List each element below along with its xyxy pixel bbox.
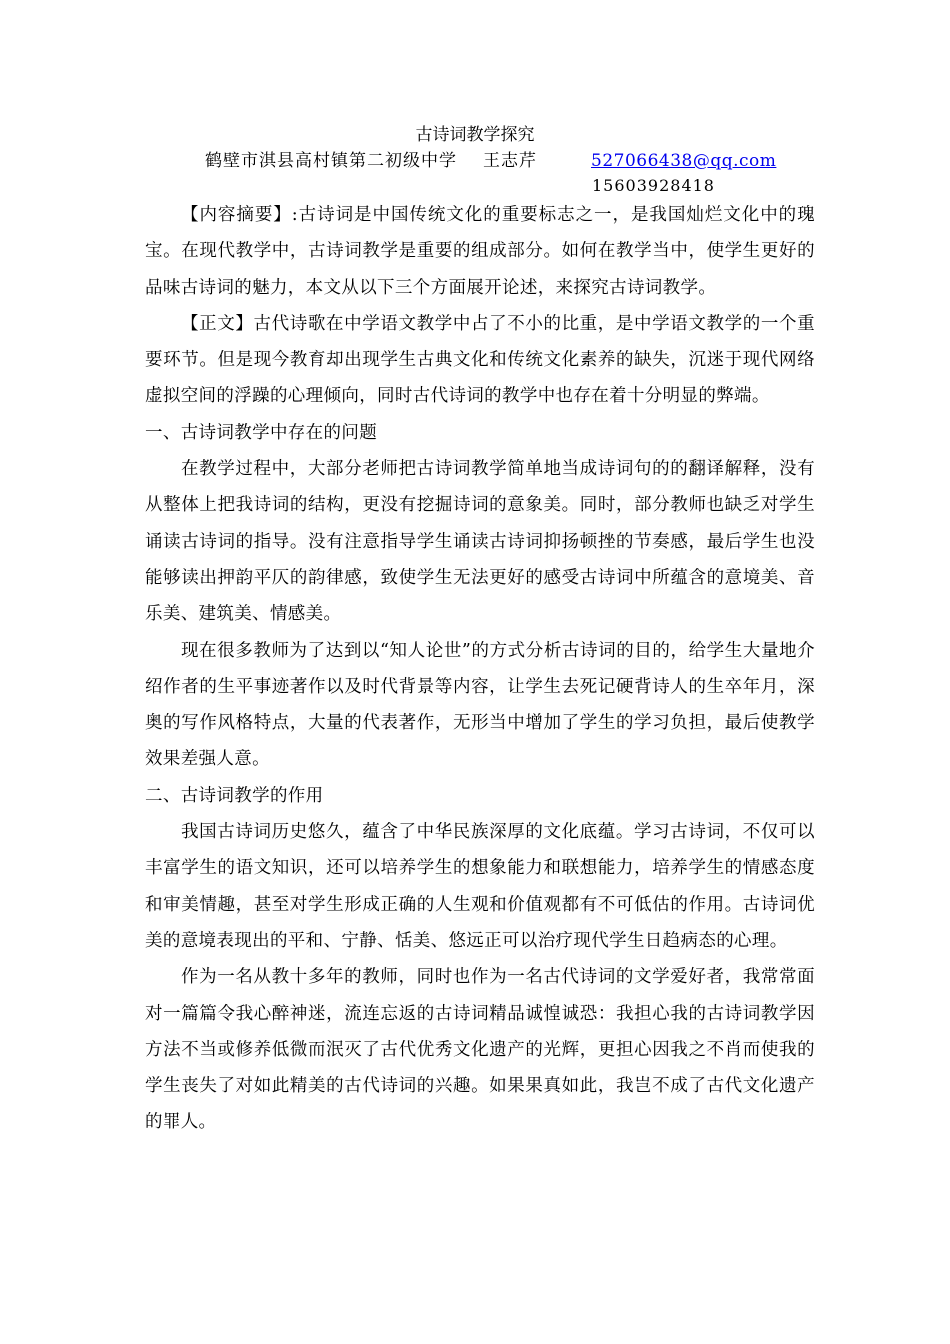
- school-name: 鹤壁市淇县高村镇第二初级中学: [205, 151, 457, 171]
- author-line: [205, 150, 777, 172]
- body-intro-paragraph: [145, 306, 815, 415]
- author-name: 王志芹: [483, 151, 537, 171]
- section1-paragraph-1: 在教学过程中，大部分老师把古诗词教学简单地当成诗词句的的翻译解释，没有从整体上把我诗词的结构，更没有挖掘诗词的意象美。同时，部分教师也缺乏对学生诵读古诗词的指导。没有注意指导学生诵读古诗词抑扬顿挫的节奏感，最后学生也没能够读出押韵平仄的韵律感，致使学生无法更好的感受古诗词中所蕴含的意境美、音乐美、建筑美、情感美。: [145, 459, 815, 625]
- abstract-paragraph: [145, 197, 815, 306]
- body-intro-text: 古代诗歌在中学语文教学中占了不小的比重，是中学语文教学的一个重要环节。但是现今教育却出现学生古典文化和传统文化素养的缺失，沉迷于现代网络虚拟空间的浮躁的心理倾向，同时古代诗词的教学中也存在着十分明显的弊端。: [145, 313, 815, 407]
- section1-heading: 一、古诗词教学中存在的问题: [145, 422, 378, 443]
- section2-paragraph-2: 作为一名从教十多年的教师，同时也作为一名古代诗词的文学爱好者，我常常面对一篇篇令我心醉神迷，流连忘返的古诗词精品诚惶诚恐：我担心我的古诗词教学因方法不当或修养低微而泯灭了古代优秀文化遗产的光辉，更担心因我之不肖而使我的学生丧失了对如此精美的古代诗词的兴趣。如果果真如此，我岂不成了古代文化遗产的罪人。: [145, 967, 815, 1133]
- body-label: 【正文】: [181, 313, 254, 334]
- abstract-text: 古诗词是中国传统文化的重要标志之一，是我国灿烂文化中的瑰宝。在现代教学中，古诗词教学是重要的组成部分。如何在教学当中，使学生更好的品味古诗词的魅力，本文从以下三个方面展开论述，来探究古诗词教学。: [145, 205, 815, 298]
- document-body: [145, 197, 815, 1141]
- document-title: 古诗词教学探究: [415, 125, 535, 145]
- section2-heading: 二、古诗词教学的作用: [145, 785, 324, 806]
- section2-paragraph-1: 我国古诗词历史悠久，蕴含了中华民族深厚的文化底蕴。学习古诗词，不仅可以丰富学生的语文知识，还可以培养学生的想象能力和联想能力，培养学生的情感态度和审美情趣，甚至对学生形成正确的人生观和价值观都有不可低估的作用。古诗词优美的意境表现出的平和、宁静、恬美、悠远正可以治疗现代学生日趋病态的心理。: [145, 822, 815, 951]
- email-link[interactable]: 527066438@qq.com: [591, 151, 777, 171]
- section1-paragraph-2: 现在很多教师为了达到以“知人论世”的方式分析古诗词的目的，给学生大量地介绍作者的生平事迹著作以及时代背景等内容，让学生去死记硬背诗人的生卒年月，深奥的写作风格特点，大量的代表著作，无形当中增加了学生的学习负担，最后使教学效果差强人意。: [145, 640, 815, 770]
- abstract-label: 【内容摘要】:: [181, 205, 299, 225]
- phone-number: 15603928418: [592, 176, 715, 195]
